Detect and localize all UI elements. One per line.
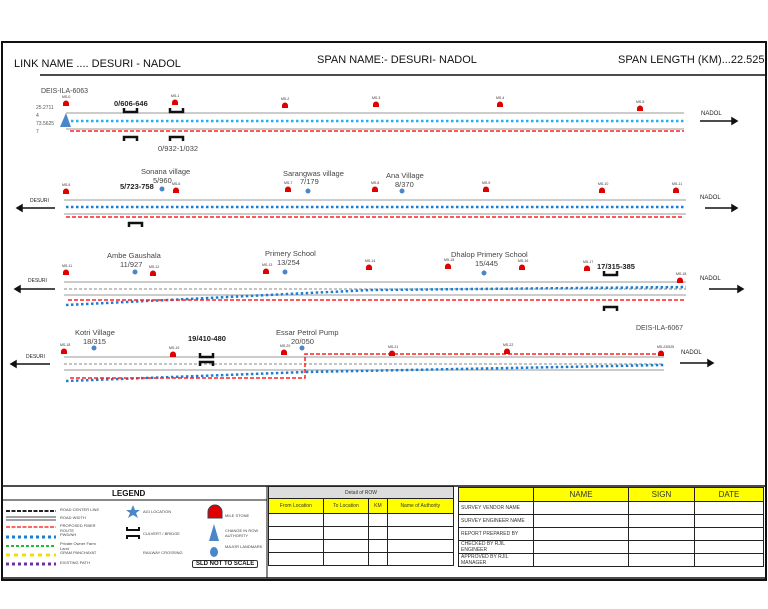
milestone-label: MS-15 [444,258,455,262]
milestone-label: MS-8 [371,181,380,185]
coord-line: 25.2711 [36,105,54,111]
milestone-label: MS-17 [583,260,594,264]
row-detail-table [268,486,454,566]
milestone-icon [150,271,156,277]
date-cell[interactable] [694,515,763,528]
direction-arrows [11,118,743,367]
landmark-name: Ambe Gaushala [107,251,161,260]
name-cell[interactable] [534,528,629,541]
sign-table-header: NAME [534,488,629,502]
milestone-icon [173,188,179,194]
legend-item-label: GRAM PANCHAYAT [60,550,97,555]
milestone-label: MS-18 [60,343,71,347]
landmark-km: 15/445 [475,259,498,268]
milestone-icon [63,101,69,107]
milestone-label: MS-4 [496,96,505,100]
landmark-name: Essar Petrol Pump [276,328,339,337]
name-cell[interactable] [534,541,629,554]
milestone-icon [63,189,69,195]
milestone-label: MS-9 [482,181,491,185]
milestone-label: MS-5 [62,183,71,187]
landmark-km: 8/370 [395,180,414,189]
sign-cell[interactable] [629,541,695,554]
route-row-2 [64,200,686,217]
landmark-name: Primery School [265,249,316,258]
direction-nadol: NADOL [681,350,702,356]
culvert-label: 0/932-1/032 [158,144,199,153]
direction-nadol: NADOL [701,111,722,117]
legend-item-label: CHANGE IN ROW AUTHORITY [225,528,259,538]
culvert-label: 5/723-758 [120,182,154,191]
route-row-1 [60,113,684,131]
milestone-label: MS-21 [388,345,399,349]
landmark-km: 20/050 [291,337,314,346]
legend-symbols [6,505,222,564]
start-station-id: DEIS-ILA-6063 [41,88,89,95]
sign-cell[interactable] [629,554,695,567]
culvert-label: 17/315-385 [597,262,635,271]
landmark-name: Sonana village [141,167,191,176]
milestone-icon [584,266,590,272]
landmark-name: Ana Village [386,171,424,180]
end-station-id: DEIS-ILA-6067 [636,325,684,332]
milestone-icon [483,187,489,193]
row-table-header: Name of Authority [387,499,453,514]
milestone-label: MS-3 [372,96,381,100]
landmark-km: 11/927 [120,260,143,269]
sign-row-label: SURVEY ENGINEER NAME [459,515,534,528]
route-row-3 [64,282,686,305]
milestone-label: MS-10 [598,182,609,186]
milestone-label: MS-19 [169,346,180,350]
milestone-icon [366,265,372,271]
landmark-name: Sarangwas village [283,169,344,178]
sign-cell[interactable] [629,515,695,528]
row-table-title: Detail of ROW [269,487,454,499]
milestone-icons [61,100,683,358]
milestone-icon [63,270,69,276]
landmark-km: 5/960 [153,176,172,185]
milestone-label: MS-18 [676,272,687,276]
legend-item-label: ROAD WIDTH [60,515,86,520]
milestone-icon [263,269,269,275]
milestone-label: MS-14 [365,259,376,263]
not-to-scale-note: SLD NOT TO SCALE [192,560,258,568]
legend-title: LEGEND [112,489,146,498]
direction-nadol: NADOL [700,195,721,201]
date-cell[interactable] [694,502,763,515]
landmark-km: 7/179 [300,177,319,186]
legend-item-label: RAILWAY CROSSING [143,550,183,555]
span-length: SPAN LENGTH (KM)...22.525. [618,54,768,66]
milestone-label: MS-13 [262,263,273,267]
row-table-header: To Location [323,499,368,514]
milestone-icon [599,188,605,194]
culvert-label: 19/410-480 [188,334,226,343]
milestone-label: MS-6 [172,182,181,186]
date-cell[interactable] [694,554,763,567]
legend-item-label: EXISTING PATH [60,560,90,565]
milestone-icon [389,351,395,357]
span-name: SPAN NAME:- DESURI- NADOL [317,54,477,66]
sign-cell[interactable] [629,528,695,541]
milestone-icon [504,349,510,355]
milestone-label: MS-22 [503,343,514,347]
legend-item-label: CULVERT / BRIDGE [143,531,180,536]
coord-line: 7 [36,129,39,135]
change-in-row-authority-icon [60,113,71,127]
row-table-header: KM [369,499,388,514]
legend-item-label: MAJOR LANDMARK [225,544,263,549]
milestone-label: MS-2 [281,97,290,101]
milestone-label: MS-20 [280,344,291,348]
milestone-icon [658,351,664,357]
link-name: LINK NAME .... DESURI - NADOL [14,58,181,70]
milestone-icon [282,103,288,109]
legend-item-label: Private Owner Farm Land [60,541,96,551]
milestone-label: MS-5 [636,100,645,104]
sign-row-label: SURVEY VENDOR NAME [459,502,534,515]
milestone-icon [170,352,176,358]
direction-nadol: NADOL [700,276,721,282]
milestone-label: MS-23/525 [657,345,675,349]
milestone-icon [445,264,451,270]
legend-item-label: AGI LOCATION [143,509,172,514]
direction-desuri: DESURI [28,278,47,284]
milestone-icon [372,187,378,193]
sign-table-header: SIGN [629,488,695,502]
milestone-icon [673,188,679,194]
start-coordinates [36,104,54,136]
milestone-icon [285,187,291,193]
milestone-icon [373,102,379,107]
legend-item-label: ROAD CENTER LINE [60,507,100,512]
legend-item-label: PWD/NH [60,532,77,537]
milestone-icon [519,265,525,271]
sign-row-label: CHECKED BY RJIL ENGINEER [459,541,534,554]
milestone-icon [61,349,67,355]
date-cell[interactable] [694,528,763,541]
name-cell[interactable] [534,554,629,567]
milestone-icon [497,102,503,107]
direction-desuri: DESURI [26,354,45,360]
coord-line: 4 [36,113,39,119]
milestone-label: MS-1 [171,94,180,98]
milestone-icon [172,100,178,106]
milestone-icon [281,350,287,356]
sign-off-table [458,487,764,567]
coord-line: 73.5625 [36,121,55,127]
row-table-header: From Location [269,499,324,514]
sign-row-label: APPROVED BY RJIL MANAGER [459,554,534,567]
landmark-km: 18/315 [83,337,106,346]
milestone-label: MS-11 [62,264,73,268]
milestone-label: MS-7 [284,181,293,185]
milestone-label: MS-16 [518,259,529,263]
route-row-4 [64,354,664,381]
legend-item-label: MILE STONE [225,513,250,518]
landmark-name: Kotri Village [75,328,115,337]
legend-item-label: PROPOSED FIBER ROUTE [60,523,96,533]
direction-desuri: DESURI [30,198,49,204]
milestone-label: MS-12 [149,265,160,269]
milestone-label: MS-11 [672,182,683,186]
milestone-icon [637,106,643,112]
sign-cell[interactable] [629,502,695,515]
name-cell[interactable] [534,515,629,528]
date-cell[interactable] [694,541,763,554]
milestone-icon [677,278,683,284]
landmark-km: 13/254 [277,258,300,267]
sign-row-label: REPORT PREPARED BY [459,528,534,541]
landmark-name: Dhalop Primery School [451,250,528,259]
name-cell[interactable] [534,502,629,515]
milestone-label: MS-0 [62,95,71,99]
culvert-label: 0/606-646 [114,99,148,108]
sign-table-header: DATE [694,488,763,502]
